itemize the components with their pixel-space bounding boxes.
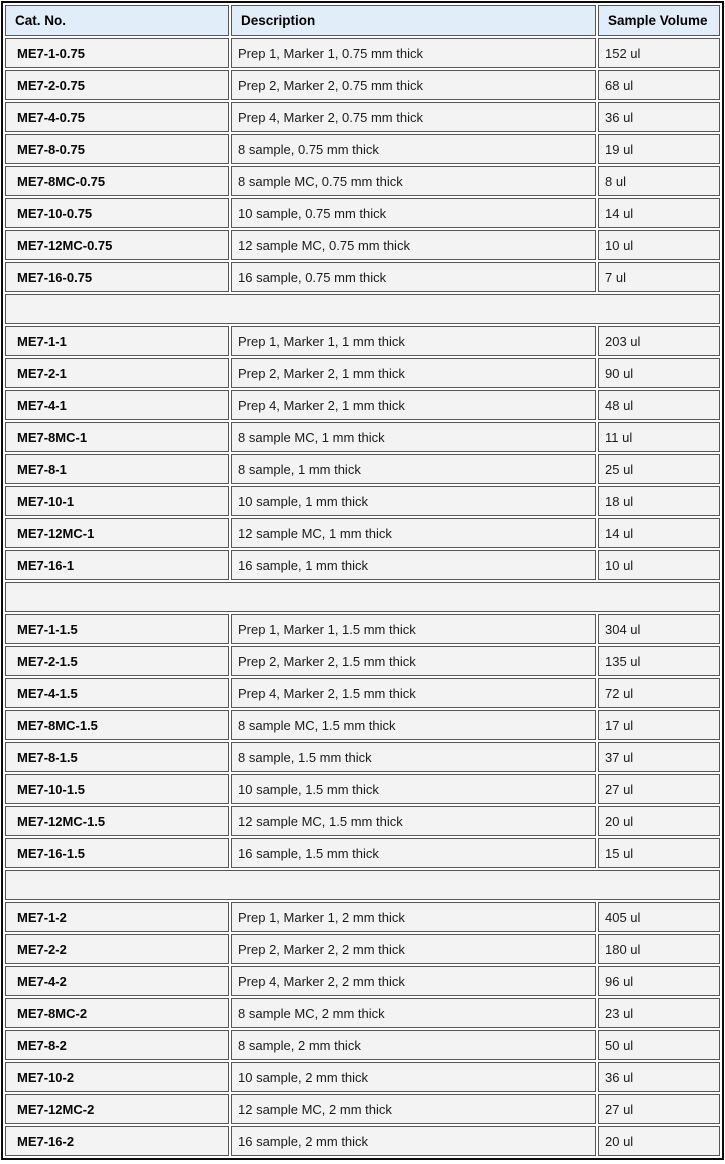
sample-volume-cell: 50 ul [598,1030,720,1060]
sample-volume-cell: 8 ul [598,166,720,196]
sample-volume-cell: 152 ul [598,38,720,68]
description-cell: 12 sample MC, 0.75 mm thick [231,230,596,260]
description-cell: 10 sample, 1 mm thick [231,486,596,516]
table-row [5,1094,720,1124]
table-row [5,70,720,100]
sample-volume-cell: 68 ul [598,70,720,100]
cat-no-cell: ME7-2-0.75 [5,70,229,100]
cat-no-cell: ME7-12MC-1 [5,518,229,548]
description-cell: 8 sample MC, 1 mm thick [231,422,596,452]
description-cell: 12 sample MC, 2 mm thick [231,1094,596,1124]
description-cell: 8 sample MC, 2 mm thick [231,998,596,1028]
table-row [5,966,720,996]
cat-no-cell: ME7-10-0.75 [5,198,229,228]
description-cell: Prep 2, Marker 2, 1 mm thick [231,358,596,388]
cat-no-cell: ME7-4-1 [5,390,229,420]
cat-no-cell: ME7-8MC-1.5 [5,710,229,740]
sample-volume-cell: 203 ul [598,326,720,356]
cat-no-cell: ME7-8MC-1 [5,422,229,452]
sample-volume-cell: 11 ul [598,422,720,452]
table-row [5,422,720,452]
cat-no-cell: ME7-4-1.5 [5,678,229,708]
table-row [5,454,720,484]
description-cell: 8 sample, 0.75 mm thick [231,134,596,164]
sample-volume-cell: 27 ul [598,774,720,804]
cat-no-cell: ME7-16-1 [5,550,229,580]
cat-no-cell: ME7-2-1.5 [5,646,229,676]
table-row [5,1030,720,1060]
separator-cell [5,294,720,324]
cat-no-cell: ME7-16-2 [5,1126,229,1156]
sample-volume-cell: 23 ul [598,998,720,1028]
description-cell: 10 sample, 0.75 mm thick [231,198,596,228]
description-cell: 8 sample, 1.5 mm thick [231,742,596,772]
table-row [5,806,720,836]
cat-no-cell: ME7-8-1 [5,454,229,484]
sample-volume-cell: 37 ul [598,742,720,772]
table-row [5,742,720,772]
sample-volume-cell: 19 ul [598,134,720,164]
cat-no-cell: ME7-4-2 [5,966,229,996]
col-header-description: Description [231,5,596,36]
table-body [5,38,720,1156]
table-row [5,838,720,868]
sample-volume-cell: 18 ul [598,486,720,516]
sample-volume-cell: 17 ul [598,710,720,740]
description-cell: Prep 4, Marker 2, 1 mm thick [231,390,596,420]
sample-volume-cell: 10 ul [598,230,720,260]
table-row [5,998,720,1028]
description-cell: Prep 4, Marker 2, 0.75 mm thick [231,102,596,132]
table-row [5,38,720,68]
description-cell: Prep 1, Marker 1, 1.5 mm thick [231,614,596,644]
table-row [5,326,720,356]
separator-row [5,294,720,324]
sample-volume-cell: 10 ul [598,550,720,580]
table-row [5,486,720,516]
separator-row [5,870,720,900]
col-header-sample-volume: Sample Volume [598,5,720,36]
sample-volume-cell: 36 ul [598,102,720,132]
table-row [5,1062,720,1092]
table-row [5,166,720,196]
table-row [5,614,720,644]
table-row [5,646,720,676]
description-cell: Prep 2, Marker 2, 1.5 mm thick [231,646,596,676]
table-row [5,358,720,388]
description-cell: Prep 2, Marker 2, 0.75 mm thick [231,70,596,100]
description-cell: 8 sample, 2 mm thick [231,1030,596,1060]
description-cell: 12 sample MC, 1.5 mm thick [231,806,596,836]
table-row [5,134,720,164]
cat-no-cell: ME7-12MC-0.75 [5,230,229,260]
description-cell: 16 sample, 2 mm thick [231,1126,596,1156]
cat-no-cell: ME7-1-1 [5,326,229,356]
sample-volume-cell: 15 ul [598,838,720,868]
separator-row [5,582,720,612]
cat-no-cell: ME7-8-0.75 [5,134,229,164]
table-row [5,934,720,964]
description-cell: Prep 1, Marker 1, 1 mm thick [231,326,596,356]
table-row [5,230,720,260]
sample-volume-cell: 180 ul [598,934,720,964]
sample-volume-cell: 304 ul [598,614,720,644]
cat-no-cell: ME7-8-1.5 [5,742,229,772]
sample-volume-cell: 72 ul [598,678,720,708]
table-row [5,518,720,548]
separator-cell [5,870,720,900]
cat-no-cell: ME7-8MC-2 [5,998,229,1028]
description-cell: Prep 1, Marker 1, 0.75 mm thick [231,38,596,68]
description-cell: 10 sample, 1.5 mm thick [231,774,596,804]
table-row [5,198,720,228]
sample-volume-cell: 90 ul [598,358,720,388]
table-row [5,710,720,740]
sample-volume-cell: 48 ul [598,390,720,420]
description-cell: 8 sample MC, 1.5 mm thick [231,710,596,740]
cat-no-cell: ME7-16-1.5 [5,838,229,868]
description-cell: 16 sample, 0.75 mm thick [231,262,596,292]
sample-volume-cell: 25 ul [598,454,720,484]
description-cell: 8 sample MC, 0.75 mm thick [231,166,596,196]
sample-volume-cell: 405 ul [598,902,720,932]
description-cell: 8 sample, 1 mm thick [231,454,596,484]
table-row [5,262,720,292]
cat-no-cell: ME7-1-1.5 [5,614,229,644]
table-row [5,1126,720,1156]
product-catalog-table [1,1,724,1160]
cat-no-cell: ME7-10-2 [5,1062,229,1092]
sample-volume-cell: 14 ul [598,198,720,228]
col-header-cat-no: Cat. No. [5,5,229,36]
cat-no-cell: ME7-2-2 [5,934,229,964]
sample-volume-cell: 36 ul [598,1062,720,1092]
cat-no-cell: ME7-10-1 [5,486,229,516]
cat-no-cell: ME7-12MC-1.5 [5,806,229,836]
sample-volume-cell: 20 ul [598,1126,720,1156]
cat-no-cell: ME7-1-0.75 [5,38,229,68]
sample-volume-cell: 135 ul [598,646,720,676]
table-row [5,102,720,132]
cat-no-cell: ME7-1-2 [5,902,229,932]
header-row [5,5,720,36]
cat-no-cell: ME7-4-0.75 [5,102,229,132]
description-cell: Prep 2, Marker 2, 2 mm thick [231,934,596,964]
cat-no-cell: ME7-8MC-0.75 [5,166,229,196]
sample-volume-cell: 14 ul [598,518,720,548]
separator-cell [5,582,720,612]
cat-no-cell: ME7-2-1 [5,358,229,388]
description-cell: 16 sample, 1 mm thick [231,550,596,580]
description-cell: 10 sample, 2 mm thick [231,1062,596,1092]
sample-volume-cell: 96 ul [598,966,720,996]
table-row [5,902,720,932]
description-cell: 12 sample MC, 1 mm thick [231,518,596,548]
cat-no-cell: ME7-16-0.75 [5,262,229,292]
sample-volume-cell: 7 ul [598,262,720,292]
table-row [5,774,720,804]
description-cell: Prep 1, Marker 1, 2 mm thick [231,902,596,932]
cat-no-cell: ME7-12MC-2 [5,1094,229,1124]
cat-no-cell: ME7-10-1.5 [5,774,229,804]
table-row [5,550,720,580]
cat-no-cell: ME7-8-2 [5,1030,229,1060]
sample-volume-cell: 27 ul [598,1094,720,1124]
description-cell: Prep 4, Marker 2, 2 mm thick [231,966,596,996]
description-cell: 16 sample, 1.5 mm thick [231,838,596,868]
description-cell: Prep 4, Marker 2, 1.5 mm thick [231,678,596,708]
sample-volume-cell: 20 ul [598,806,720,836]
table-row [5,678,720,708]
table-row [5,390,720,420]
